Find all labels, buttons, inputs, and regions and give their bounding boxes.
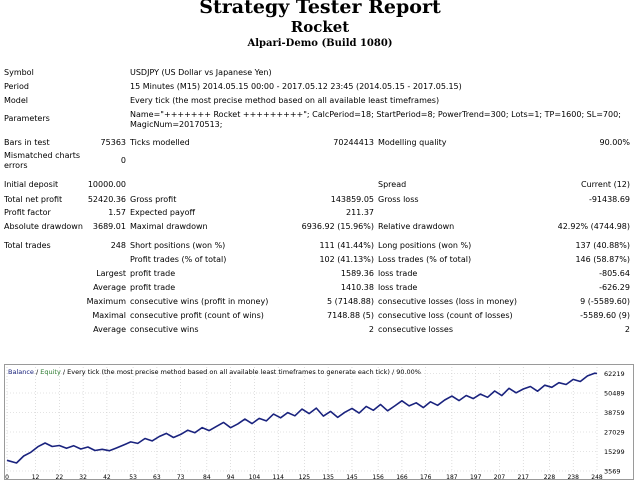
x-tick-label: 248 <box>591 474 603 481</box>
profit-trades-label: Profit trades (% of total) <box>130 255 227 264</box>
profit-trades-value: 102 (41.13%) <box>319 255 374 264</box>
x-tick-label: 42 <box>103 474 111 481</box>
avg-consecutive-losses-value: 2 <box>624 325 630 334</box>
long-positions-label: Long positions (won %) <box>378 241 472 250</box>
legend-description: / Every tick (the most precise method based on all available least timeframes to generate each tick) / 90.00% <box>60 368 421 376</box>
x-tick-label: 156 <box>372 474 384 481</box>
x-tick-label: 73 <box>176 474 185 481</box>
maximal-consecutive-profit-label: consecutive profit (count of wins) <box>130 311 264 320</box>
parameters-label: Parameters <box>4 114 50 123</box>
x-tick-label: 197 <box>469 474 482 481</box>
legend-balance: Balance <box>8 368 34 376</box>
maximal-consecutive-loss-value: -5589.60 (9) <box>580 311 630 320</box>
modelling-quality-label: Modelling quality <box>378 138 447 147</box>
mismatched-label-2: errors <box>4 161 28 170</box>
parameters-value-line2: MagicNum=20170513; <box>130 120 223 129</box>
model-label: Model <box>4 96 29 105</box>
spread-label: Spread <box>378 180 407 189</box>
y-tick-label: 15299 <box>604 448 625 456</box>
x-tick-label: 187 <box>446 474 458 481</box>
mismatched-label-1: Mismatched charts <box>4 151 81 160</box>
mismatched-value: 0 <box>120 156 126 165</box>
expected-payoff-value: 211.37 <box>346 208 374 217</box>
y-tick-label: 3569 <box>604 467 621 476</box>
maximal-drawdown-label: Maximal drawdown <box>130 222 208 231</box>
average-profit-value: 1410.38 <box>340 283 374 292</box>
x-tick-label: 145 <box>346 474 358 481</box>
report-title: Strategy Tester Report <box>199 0 441 18</box>
chart-legend <box>8 368 421 376</box>
short-positions-label: Short positions (won %) <box>130 241 226 250</box>
bars-in-test-label: Bars in test <box>4 138 50 147</box>
x-tick-label: 104 <box>248 474 261 481</box>
x-tick-label: 84 <box>203 474 211 481</box>
total-trades-value: 248 <box>110 241 126 250</box>
symbol-value: USDJPY (US Dollar vs Japanese Yen) <box>130 68 272 77</box>
balance-chart <box>4 364 634 480</box>
relative-drawdown-label: Relative drawdown <box>378 222 455 231</box>
relative-drawdown-value: 42.92% (4744.98) <box>557 222 630 231</box>
profit-factor-label: Profit factor <box>4 208 51 217</box>
maximal-label: Maximal <box>92 311 126 320</box>
absolute-drawdown-value: 3689.01 <box>92 222 126 231</box>
x-tick-label: 22 <box>55 474 64 481</box>
max-consecutive-wins-label: consecutive wins (profit in money) <box>130 297 269 306</box>
bars-in-test-value: 75363 <box>100 138 126 147</box>
period-value: 15 Minutes (M15) 2014.05.15 00:00 - 2017.05.12 23:45 (2014.05.15 - 2017.05.15) <box>130 82 462 91</box>
largest-loss-label: loss trade <box>378 269 418 278</box>
x-tick-label: 238 <box>567 474 579 481</box>
x-tick-label: 207 <box>493 474 506 481</box>
expected-payoff-label: Expected payoff <box>130 208 195 217</box>
absolute-drawdown-label: Absolute drawdown <box>4 222 83 231</box>
total-trades-label: Total trades <box>4 241 51 250</box>
max-consecutive-losses-label: consecutive losses (loss in money) <box>378 297 518 306</box>
max-consecutive-losses-value: 9 (-5589.60) <box>580 297 630 306</box>
balance-line <box>7 373 597 463</box>
largest-profit-label: profit trade <box>130 269 176 278</box>
x-tick-label: 125 <box>298 474 311 481</box>
y-tick-label: 62219 <box>604 370 625 378</box>
x-tick-label: 217 <box>517 474 529 481</box>
max-consecutive-wins-value: 5 (7148.88) <box>327 297 374 306</box>
loss-trades-label: Loss trades (% of total) <box>378 255 472 264</box>
initial-deposit-label: Initial deposit <box>4 180 59 189</box>
x-tick-label: 53 <box>129 474 137 481</box>
gross-profit-value: 143859.05 <box>330 195 374 204</box>
x-tick-label: 166 <box>396 474 408 481</box>
x-tick-label: 63 <box>153 474 161 481</box>
x-tick-label: 176 <box>419 474 432 481</box>
parameters-value-line1: Name="+++++++ Rocket +++++++++"; CalcPeriod=18; StartPeriod=8; PowerTrend=300; Lots=1; TP=1600; SL=700; <box>130 110 621 119</box>
largest-label: Largest <box>96 269 126 278</box>
gross-profit-label: Gross profit <box>130 195 177 204</box>
expert-name: Rocket <box>290 18 350 36</box>
x-tick-label: 32 <box>79 474 87 481</box>
avg-consecutive-losses-label: consecutive losses <box>378 325 454 334</box>
ticks-modelled-value: 70244413 <box>333 138 374 147</box>
y-tick-label: 27029 <box>604 428 625 437</box>
largest-loss-value: -805.64 <box>599 269 630 278</box>
spread-value: Current (12) <box>580 180 630 189</box>
largest-profit-value: 1589.36 <box>340 269 374 278</box>
period-label: Period <box>4 82 29 91</box>
average-loss-label: loss trade <box>378 283 418 292</box>
initial-deposit-value: 10000.00 <box>87 180 126 189</box>
x-tick-label: 12 <box>31 474 40 481</box>
profit-factor-value: 1.57 <box>108 208 126 217</box>
x-tick-label: 94 <box>226 474 235 481</box>
ticks-modelled-label: Ticks modelled <box>130 138 190 147</box>
symbol-label: Symbol <box>4 68 34 77</box>
average-consecutive-label: Average <box>93 325 126 334</box>
legend-equity: Equity <box>40 368 61 376</box>
legend-slash: / <box>33 368 41 376</box>
y-tick-label: 50489 <box>604 389 625 398</box>
maximal-consecutive-profit-value: 7148.88 (5) <box>327 311 374 320</box>
maximal-consecutive-loss-label: consecutive loss (count of losses) <box>378 311 513 320</box>
avg-consecutive-wins-value: 2 <box>368 325 374 334</box>
maximal-drawdown-value: 6936.92 (15.96%) <box>301 222 374 231</box>
total-net-profit-label: Total net profit <box>4 195 63 204</box>
maximum-label: Maximum <box>86 297 126 306</box>
modelling-quality-value: 90.00% <box>599 138 630 147</box>
gross-loss-label: Gross loss <box>378 195 419 204</box>
average-profit-label: profit trade <box>130 283 176 292</box>
balance-chart-svg <box>5 365 635 481</box>
server-build: Alpari-Demo (Build 1080) <box>247 38 393 49</box>
short-positions-value: 111 (41.44%) <box>319 241 374 250</box>
total-net-profit-value: 52420.36 <box>87 195 126 204</box>
x-tick-label: 135 <box>322 474 334 481</box>
avg-consecutive-wins-label: consecutive wins <box>130 325 199 334</box>
y-tick-label: 38759 <box>604 409 625 417</box>
loss-trades-value: 146 (58.87%) <box>575 255 630 264</box>
long-positions-value: 137 (40.88%) <box>575 241 630 250</box>
average-label: Average <box>93 283 126 292</box>
x-tick-label: 114 <box>272 474 284 481</box>
average-loss-value: -626.29 <box>599 283 630 292</box>
model-value: Every tick (the most precise method based on all available least timeframes) <box>130 96 440 105</box>
x-tick-label: 228 <box>543 474 556 481</box>
x-tick-label: 0 <box>5 474 9 481</box>
gross-loss-value: -91438.69 <box>588 195 630 204</box>
